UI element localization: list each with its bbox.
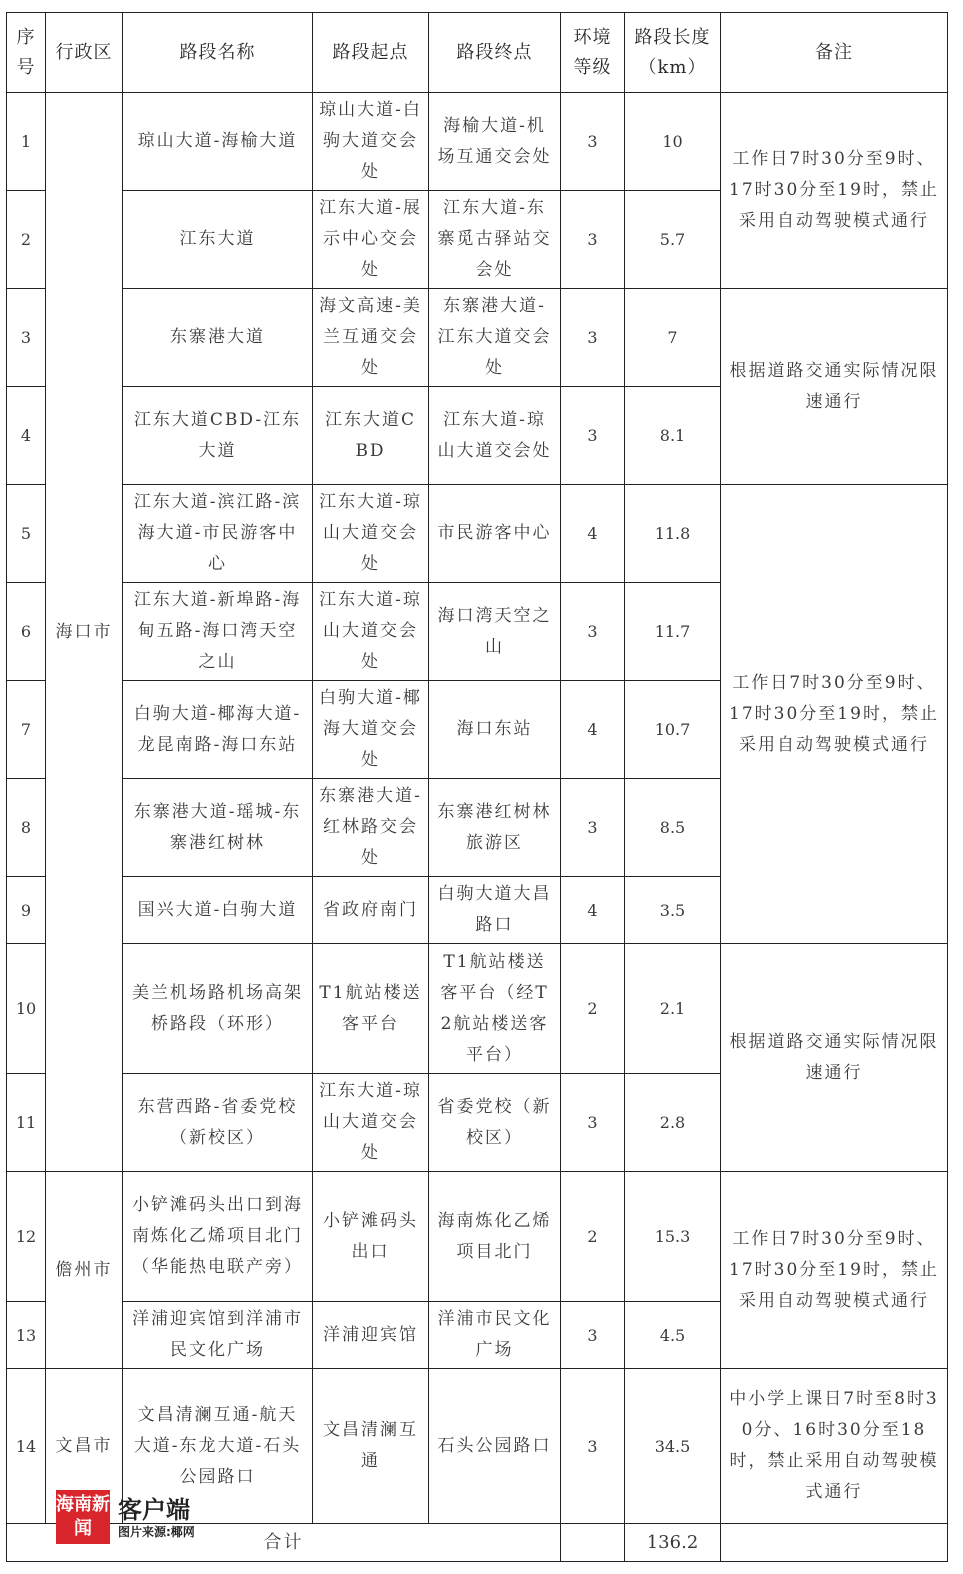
cell-start: 小铲滩码头出口 [313, 1172, 429, 1302]
cell-start: 省政府南门 [313, 877, 429, 944]
cell-seq: 9 [7, 877, 46, 944]
cell-start: 洋浦迎宾馆 [313, 1302, 429, 1369]
cell-end: 海榆大道-机场互通交会处 [429, 93, 561, 191]
total-value: 136.2 [625, 1524, 721, 1562]
cell-level: 3 [561, 1074, 625, 1172]
cell-level: 3 [561, 1302, 625, 1369]
cell-length: 8.5 [625, 779, 721, 877]
total-empty-remark [721, 1524, 948, 1562]
table-row [7, 1172, 948, 1302]
cell-length: 4.5 [625, 1302, 721, 1369]
cell-seq: 3 [7, 289, 46, 387]
cell-length: 11.8 [625, 485, 721, 583]
cell-end: 市民游客中心 [429, 485, 561, 583]
cell-name: 琼山大道-海榆大道 [123, 93, 313, 191]
cell-level: 2 [561, 1172, 625, 1302]
cell-district: 文昌市 [46, 1369, 123, 1524]
cell-end: 海南炼化乙烯项目北门 [429, 1172, 561, 1302]
cell-start: T1航站楼送客平台 [313, 944, 429, 1074]
cell-start: 琼山大道-白驹大道交会处 [313, 93, 429, 191]
cell-level: 4 [561, 877, 625, 944]
cell-level: 4 [561, 681, 625, 779]
cell-seq: 14 [7, 1369, 46, 1524]
cell-level: 3 [561, 289, 625, 387]
cell-length: 8.1 [625, 387, 721, 485]
cell-length: 5.7 [625, 191, 721, 289]
cell-level: 3 [561, 387, 625, 485]
cell-seq: 1 [7, 93, 46, 191]
cell-remark: 根据道路交通实际情况限速通行 [721, 289, 948, 485]
cell-end: 海口东站 [429, 681, 561, 779]
watermark-app-name: 客户端 [118, 1496, 190, 1524]
total-empty-level [561, 1524, 625, 1562]
cell-level: 2 [561, 944, 625, 1074]
cell-length: 3.5 [625, 877, 721, 944]
header-start: 路段起点 [313, 13, 429, 93]
cell-start: 江东大道CBD [313, 387, 429, 485]
cell-length: 10 [625, 93, 721, 191]
road-segment-table [6, 12, 948, 1562]
cell-name: 国兴大道-白驹大道 [123, 877, 313, 944]
cell-seq: 4 [7, 387, 46, 485]
cell-seq: 10 [7, 944, 46, 1074]
cell-start: 江东大道-琼山大道交会处 [313, 1074, 429, 1172]
cell-level: 3 [561, 779, 625, 877]
cell-start: 江东大道-展示中心交会处 [313, 191, 429, 289]
news-logo: 海南新闻 [56, 1490, 110, 1544]
cell-remark: 工作日7时30分至9时、17时30分至19时，禁止采用自动驾驶模式通行 [721, 93, 948, 289]
table-row [7, 93, 948, 191]
header-district: 行政区 [46, 13, 123, 93]
cell-end: 海口湾天空之山 [429, 583, 561, 681]
cell-level: 3 [561, 93, 625, 191]
cell-length: 15.3 [625, 1172, 721, 1302]
cell-end: 白驹大道大昌路口 [429, 877, 561, 944]
cell-end: 东寨港红树林旅游区 [429, 779, 561, 877]
cell-seq: 6 [7, 583, 46, 681]
cell-end: 东寨港大道-江东大道交会处 [429, 289, 561, 387]
cell-remark: 根据道路交通实际情况限速通行 [721, 944, 948, 1172]
cell-name: 江东大道 [123, 191, 313, 289]
cell-district: 海口市 [46, 93, 123, 1172]
watermark [56, 1490, 286, 1552]
cell-seq: 5 [7, 485, 46, 583]
cell-length: 10.7 [625, 681, 721, 779]
header-remark: 备注 [721, 13, 948, 93]
cell-level: 3 [561, 1369, 625, 1524]
cell-seq: 7 [7, 681, 46, 779]
watermark-source: 图片来源:椰网 [118, 1525, 195, 1539]
cell-level: 3 [561, 191, 625, 289]
cell-seq: 13 [7, 1302, 46, 1369]
cell-length: 34.5 [625, 1369, 721, 1524]
cell-start: 海文高速-美兰互通交会处 [313, 289, 429, 387]
cell-name: 美兰机场路机场高架桥路段（环形） [123, 944, 313, 1074]
cell-end: 石头公园路口 [429, 1369, 561, 1524]
header-env-level: 环境等级 [561, 13, 625, 93]
cell-remark: 中小学上课日7时至8时30分、16时30分至18时，禁止采用自动驾驶模式通行 [721, 1369, 948, 1524]
cell-name: 小铲滩码头出口到海南炼化乙烯项目北门（华能热电联产旁） [123, 1172, 313, 1302]
cell-length: 2.1 [625, 944, 721, 1074]
cell-end: 省委党校（新校区） [429, 1074, 561, 1172]
cell-start: 江东大道-琼山大道交会处 [313, 485, 429, 583]
cell-start: 白驹大道-椰海大道交会处 [313, 681, 429, 779]
cell-name: 江东大道-滨江路-滨海大道-市民游客中心 [123, 485, 313, 583]
header-end: 路段终点 [429, 13, 561, 93]
total-label: 合计 [7, 1524, 561, 1562]
table-row [7, 944, 948, 1074]
cell-level: 3 [561, 583, 625, 681]
header-name: 路段名称 [123, 13, 313, 93]
cell-name: 东寨港大道-瑶城-东寨港红树林 [123, 779, 313, 877]
cell-name: 东寨港大道 [123, 289, 313, 387]
cell-name: 江东大道-新埠路-海甸五路-海口湾天空之山 [123, 583, 313, 681]
header-row [7, 13, 948, 93]
cell-end: 江东大道-东寨觅古驿站交会处 [429, 191, 561, 289]
cell-end: T1航站楼送客平台（经T2航站楼送客平台） [429, 944, 561, 1074]
cell-name: 东营西路-省委党校（新校区） [123, 1074, 313, 1172]
cell-length: 2.8 [625, 1074, 721, 1172]
cell-start: 东寨港大道-红林路交会处 [313, 779, 429, 877]
table-row [7, 289, 948, 387]
cell-start: 文昌清澜互通 [313, 1369, 429, 1524]
header-seq: 序号 [7, 13, 46, 93]
cell-end: 洋浦市民文化广场 [429, 1302, 561, 1369]
header-length: 路段长度（km） [625, 13, 721, 93]
cell-district: 儋州市 [46, 1172, 123, 1369]
cell-length: 7 [625, 289, 721, 387]
cell-end: 江东大道-琼山大道交会处 [429, 387, 561, 485]
cell-seq: 11 [7, 1074, 46, 1172]
cell-seq: 12 [7, 1172, 46, 1302]
cell-seq: 8 [7, 779, 46, 877]
cell-name: 洋浦迎宾馆到洋浦市民文化广场 [123, 1302, 313, 1369]
cell-name: 江东大道CBD-江东大道 [123, 387, 313, 485]
cell-start: 江东大道-琼山大道交会处 [313, 583, 429, 681]
cell-remark: 工作日7时30分至9时、17时30分至19时，禁止采用自动驾驶模式通行 [721, 485, 948, 944]
cell-name: 文昌清澜互通-航天大道-东龙大道-石头公园路口 [123, 1369, 313, 1524]
cell-level: 4 [561, 485, 625, 583]
table-row [7, 485, 948, 583]
cell-seq: 2 [7, 191, 46, 289]
cell-remark: 工作日7时30分至9时、17时30分至19时，禁止采用自动驾驶模式通行 [721, 1172, 948, 1369]
cell-length: 11.7 [625, 583, 721, 681]
cell-name: 白驹大道-椰海大道-龙昆南路-海口东站 [123, 681, 313, 779]
